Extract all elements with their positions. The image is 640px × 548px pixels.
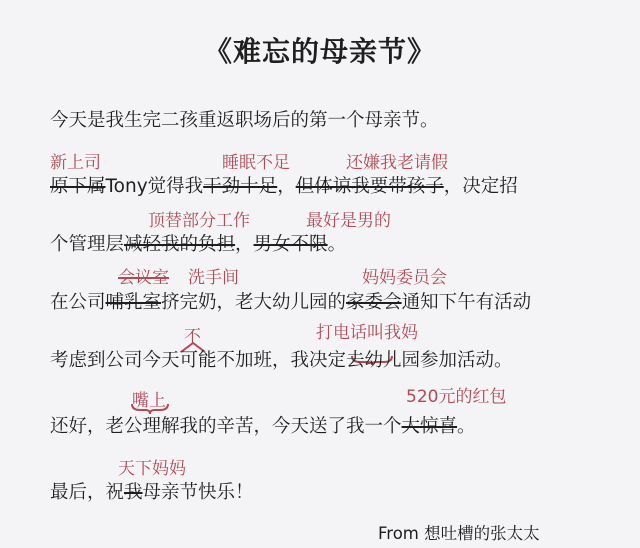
text-line-2 — [50, 172, 518, 198]
struck-text: 我 — [124, 482, 143, 503]
struck-text: 男女不限 — [253, 234, 328, 255]
text-line-6 — [50, 412, 476, 438]
line-text: 去 — [346, 350, 365, 371]
line-text: 。 — [327, 234, 347, 255]
struck-text: 哺乳室 — [105, 292, 162, 313]
struck-text: 原下属 — [50, 176, 106, 197]
line-text: 最后，祝 — [50, 482, 125, 503]
line-text: 在公司 — [50, 292, 106, 313]
line-text: ， — [277, 176, 296, 197]
annotation-meeting-room: 会议室 — [118, 268, 169, 288]
text-line-1: 今天是我生完二孩重返职场后的第一个母亲节。 — [50, 110, 439, 131]
line-text: ，决定招 — [443, 176, 518, 197]
annotation-sleep: 睡眠不足 — [222, 153, 290, 173]
annotation-not: 不 — [184, 327, 201, 347]
text-line-4 — [50, 288, 531, 314]
text-line-5 — [50, 346, 513, 372]
annotation-new-boss: 新上司 — [50, 153, 101, 173]
line-text: 母亲节快乐！ — [142, 482, 254, 503]
annotation-all-moms: 天下妈妈 — [118, 459, 186, 479]
line-text: 可能不加班，我决定 — [179, 350, 347, 371]
annotation-replace: 顶替部分工作 — [148, 211, 250, 231]
line-text: 挤完奶，老大幼儿园的 — [161, 292, 347, 313]
annotation-dislike: 还嫌我老请假 — [346, 153, 448, 173]
annotation-toilet: 洗手间 — [188, 268, 239, 288]
annotation-red-packet: 520元的红包 — [406, 387, 507, 407]
annotation-male: 最好是男的 — [306, 211, 391, 231]
struck-text: 大惊喜 — [401, 416, 458, 437]
line-text: 考虑到公司今天 — [50, 350, 180, 371]
text-line-7 — [50, 478, 254, 504]
annotation-call-mom: 打电话叫我妈 — [316, 323, 418, 343]
annotation-moms-committee: 妈妈委员会 — [362, 268, 447, 288]
annotation-mouth: 嘴上 — [132, 391, 166, 411]
line-text: 通知下午有活动 — [401, 292, 532, 313]
line-text: 还好，老公 — [50, 416, 143, 437]
signature: From 想吐槽的张太太 — [378, 524, 540, 543]
page-title: 《难忘的母亲节》 — [203, 35, 436, 68]
struck-text: 减轻我的负担 — [124, 234, 236, 255]
line-text: 个管理层 — [50, 234, 125, 255]
line-text: Tony觉得我 — [105, 176, 204, 197]
text-line-3 — [50, 230, 346, 256]
struck-text: 但体谅我要带孩子 — [295, 176, 444, 197]
line-text: 幼儿园参加活动。 — [364, 350, 513, 371]
line-text: ， — [235, 234, 254, 255]
line-text: 。 — [457, 416, 476, 437]
line-text: 理解我的辛苦，今天送了我一个 — [142, 416, 402, 437]
struck-text: 家委会 — [346, 292, 402, 313]
struck-text: 干劲十足 — [203, 176, 278, 197]
